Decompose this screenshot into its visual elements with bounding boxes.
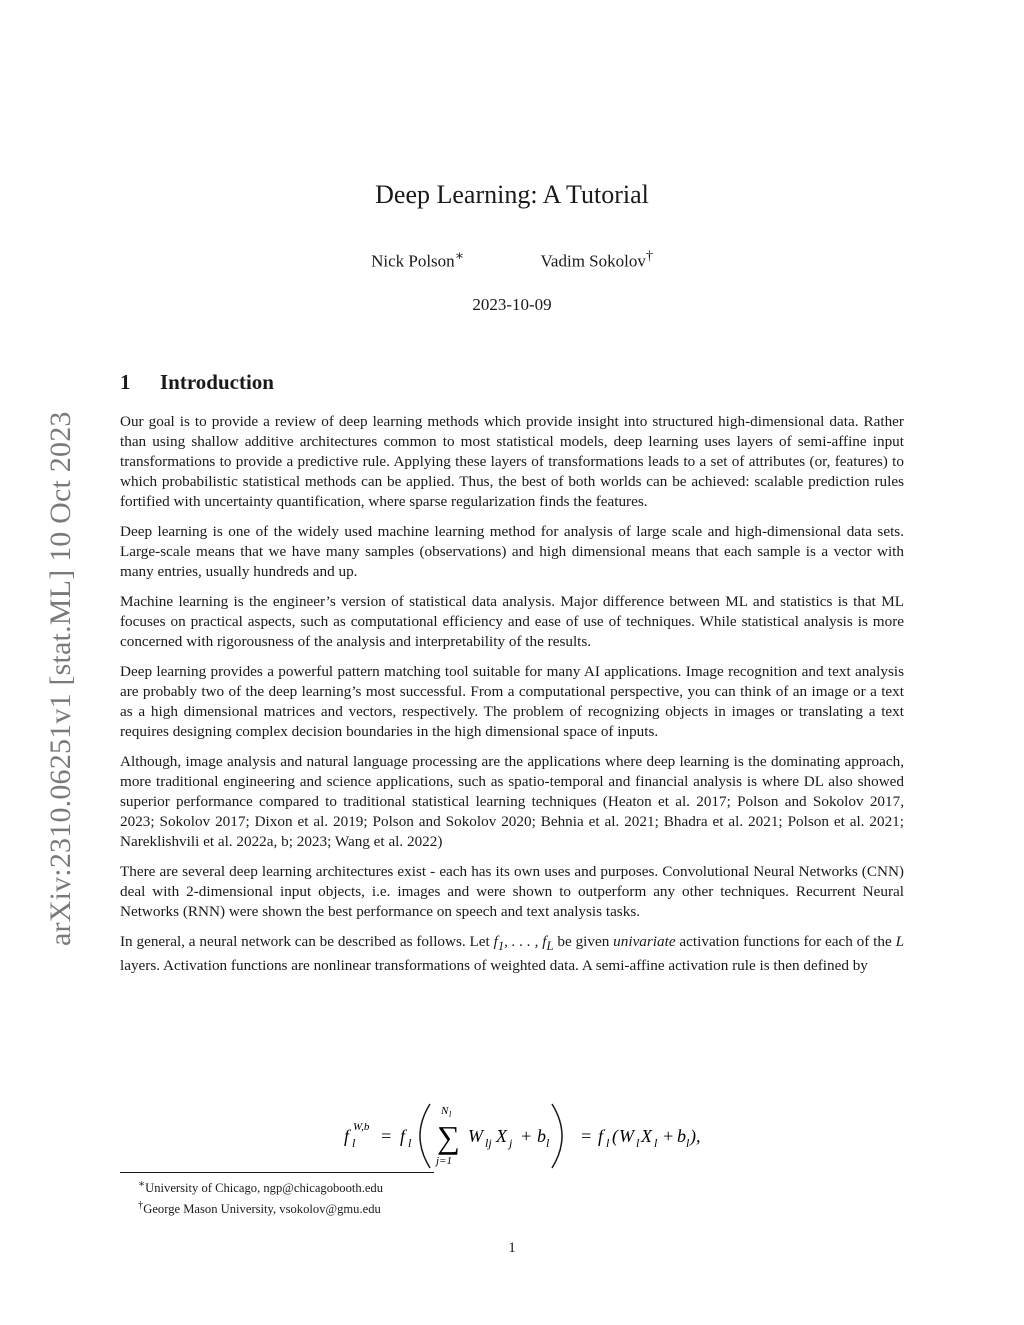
author-1 [371, 248, 464, 272]
footnote-1: ∗University of Chicago, ngp@chicagobooth.edu [138, 1179, 384, 1196]
paragraph: Our goal is to provide a review of deep learning methods which provide insight into structured high-dimensional data. Rather than using shallow additive architectures common to most statistical models, deep learning uses layers of semi-affine input transformations to provide a predictive rule. Applying these layers of transformations leads to a set of attributes (or, features) to which probabilistic statistical methods can be applied. Thus, the best of both worlds can be achieved: scalable prediction rules fortified with uncertainty quantification, where sparse regularization finds the features. [120, 413, 904, 510]
svg-text:l: l [449, 1110, 452, 1119]
svg-text:l: l [636, 1136, 640, 1150]
math-L: L [895, 933, 905, 950]
paragraph: Machine learning is the engineer’s version of statistical data analysis. Major difference between ML and statistics is that ML focuses on practical aspects, such as computational efficiency and ease of use of techniques. While statistical analysis is more concerned with rigorousness of the analysis and interpretability of the results. [120, 593, 904, 650]
svg-text:b: b [677, 1126, 686, 1146]
svg-text:f: f [598, 1126, 604, 1146]
emphasis-univariate: univariate [613, 933, 676, 950]
svg-text:∑: ∑ [437, 1119, 460, 1155]
paragraph: Deep learning provides a powerful pattern matching tool suitable for many AI applications. Image recognition and text analysis are probably two of the deep learning’s most successful. From a computational perspective, you can think of an image or a text as a high dimensional matrices and vectors, respectively. The problem of recognizing objects in images or translating a text requires designing complex decision boundaries in the high dimensional space of inputs. [120, 663, 904, 740]
page-number: 1 [508, 1240, 516, 1256]
svg-text:j: j [509, 1136, 513, 1150]
svg-text:W: W [619, 1126, 634, 1146]
footnote-2: †George Mason University, vsokolov@gmu.edu [138, 1200, 381, 1217]
section-heading [120, 370, 274, 395]
svg-text:=: = [580, 1126, 593, 1146]
paragraph: Deep learning is one of the widely used machine learning method for analysis of large scale and high-dimensional data sets. Large-scale means that we have many samples (observations) and high dimensional means that each sample is a vector with many entries, usually hundreds and up. [120, 523, 904, 580]
svg-text:l: l [352, 1136, 356, 1150]
svg-text:l: l [654, 1136, 658, 1150]
svg-text:=: = [380, 1126, 393, 1146]
paper-date: 2023-10-09 [472, 295, 552, 314]
author-2-mark: † [645, 248, 653, 264]
svg-text:+: + [662, 1126, 675, 1146]
paragraph-activation: In general, a neural network can be described as follows. Let $f_1$, . . . , $f_L$ be given univariate activation functions for each of the L layers. Activation functions are nonlinear transformations of weighted data. A semi-affine activation rule is then defined by [120, 933, 905, 975]
svg-text:W: W [468, 1126, 483, 1146]
svg-text:l: l [686, 1136, 690, 1150]
svg-text:W,b: W,b [353, 1121, 370, 1133]
svg-text:f: f [400, 1126, 406, 1146]
activation-equation [340, 1100, 700, 1175]
svg-text:X: X [641, 1126, 652, 1146]
svg-text:l: l [606, 1136, 610, 1150]
svg-text:j=1: j=1 [436, 1155, 452, 1167]
footnote-rule [120, 1172, 434, 1173]
arxiv-identifier: arXiv:2310.06251v1 [stat.ML] 10 Oct 2023 [44, 411, 77, 946]
author-2 [541, 248, 653, 272]
footnotes [138, 1176, 383, 1218]
author-2-name: Vadim Sokolov [540, 251, 646, 271]
paper-title: Deep Learning: A Tutorial [375, 180, 649, 209]
math-f: $f_1$, . . . , $f_L$ [493, 933, 554, 954]
paragraph: Although, image analysis and natural language processing are the applications where deep learning is the dominating approach, more traditional engineering and science applications, such as spatio-temporal and financial analysis is where DL also showed superior performance compared to traditional statistical learning techniques (Heaton et al. 2017; Polson and Sokolov 2017, 2023; Sokolov 2017; Dixon et al. 2019; Polson and Sokolov 2020; Behnia et al. 2021; Bhadra et al. 2021; Polson et al. 2021; Nareklishvili et al. 2022a, b; 2023; Wang et al. 2022) [120, 753, 904, 850]
author-1-name: Nick Polson [371, 251, 455, 271]
body-text [120, 412, 904, 986]
paragraph: There are several deep learning architectures exist - each has its own uses and purposes. Convolutional Neural Networks (CNN) deal with 2-dimensional input objects, i.e. images and were shown to outperform any other techniques. Recurrent Neural Networks (RNN) were shown the best performance on speech and text analysis tasks. [120, 863, 904, 920]
svg-text:l: l [546, 1136, 550, 1150]
author-1-mark: ∗ [454, 248, 465, 264]
svg-text:f: f [344, 1126, 350, 1146]
svg-text:l: l [408, 1136, 412, 1150]
section-number: 1 [120, 370, 131, 394]
svg-text:N: N [441, 1105, 449, 1117]
svg-text:lj: lj [485, 1136, 492, 1150]
section-title: Introduction [160, 370, 274, 394]
author-list [0, 248, 1024, 272]
svg-text:b: b [537, 1126, 546, 1146]
equation-graphic [340, 1100, 700, 1170]
svg-text:(: ( [612, 1126, 618, 1146]
svg-text:+: + [520, 1126, 533, 1146]
svg-text:X: X [496, 1126, 507, 1146]
svg-text:),: ), [690, 1126, 701, 1146]
